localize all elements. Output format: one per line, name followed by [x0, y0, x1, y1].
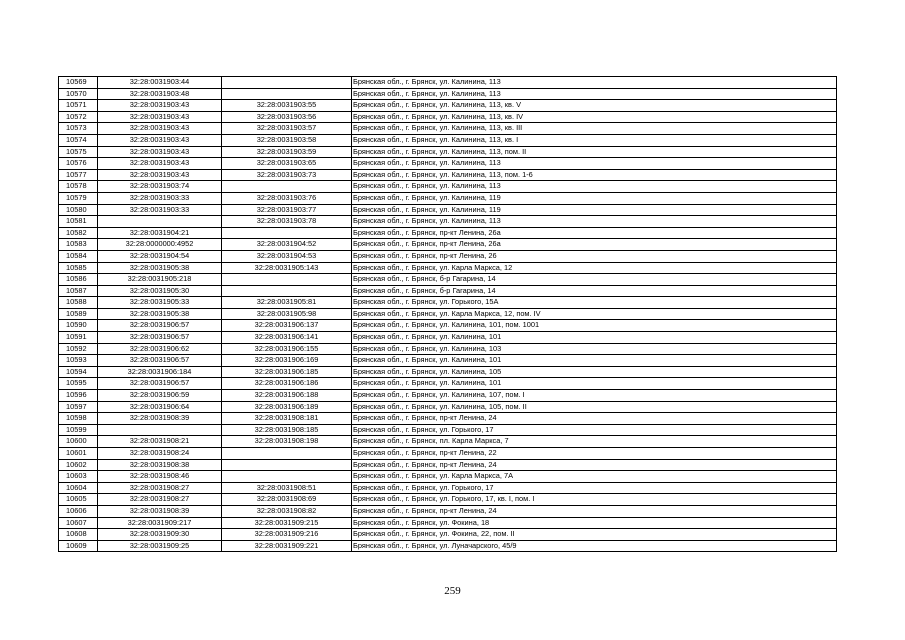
table-row — [59, 123, 837, 135]
row-number-cell: 10607 — [59, 517, 98, 529]
cadastral-number-cell: 32:28:0031903:76 — [222, 192, 352, 204]
parent-cadastral-number-cell: 32:28:0031906:64 — [98, 401, 222, 413]
parent-cadastral-number-cell: 32:28:0031908:27 — [98, 482, 222, 494]
row-number-cell: 10602 — [59, 459, 98, 471]
parent-cadastral-number-cell: 32:28:0031908:21 — [98, 436, 222, 448]
row-number-cell: 10580 — [59, 204, 98, 216]
table-row — [59, 459, 837, 471]
parent-cadastral-number-cell: 32:28:0031908:39 — [98, 413, 222, 425]
row-number-cell: 10592 — [59, 343, 98, 355]
page-number: 259 — [444, 585, 461, 597]
table-row — [59, 88, 837, 100]
table-row — [59, 320, 837, 332]
cadastral-number-cell: 32:28:0031909:215 — [222, 517, 352, 529]
row-number-cell: 10605 — [59, 494, 98, 506]
table-row — [59, 192, 837, 204]
cadastral-number-cell — [222, 88, 352, 100]
row-number-cell: 10594 — [59, 366, 98, 378]
table-row — [59, 332, 837, 344]
address-cell: Брянская обл., г. Брянск, ул. Луначарского, 45/9 — [352, 540, 837, 552]
table-row — [59, 285, 837, 297]
address-cell: Брянская обл., г. Брянск, ул. Калинина, 105 — [352, 366, 837, 378]
row-number-cell: 10573 — [59, 123, 98, 135]
cadastral-number-cell: 32:28:0031908:185 — [222, 424, 352, 436]
row-number-cell: 10588 — [59, 297, 98, 309]
parent-cadastral-number-cell: 32:28:0031903:43 — [98, 146, 222, 158]
cadastral-number-cell: 32:28:0031903:57 — [222, 123, 352, 135]
address-cell: Брянская обл., г. Брянск, пр-кт Ленина, 26а — [352, 239, 837, 251]
row-number-cell: 10576 — [59, 158, 98, 170]
row-number-cell: 10581 — [59, 216, 98, 228]
cadastral-number-cell — [222, 285, 352, 297]
row-number-cell: 10608 — [59, 529, 98, 541]
parent-cadastral-number-cell: 32:28:0031908:46 — [98, 471, 222, 483]
cadastral-number-cell — [222, 471, 352, 483]
address-cell: Брянская обл., г. Брянск, ул. Калинина, 119 — [352, 204, 837, 216]
cadastral-number-cell: 32:28:0031903:55 — [222, 100, 352, 112]
cadastral-number-cell: 32:28:0031905:98 — [222, 308, 352, 320]
address-cell: Брянская обл., г. Брянск, пл. Карла Маркса, 7 — [352, 436, 837, 448]
address-cell: Брянская обл., г. Брянск, ул. Карла Маркса, 12, пом. IV — [352, 308, 837, 320]
row-number-cell: 10600 — [59, 436, 98, 448]
address-cell: Брянская обл., г. Брянск, пр-кт Ленина, 24 — [352, 505, 837, 517]
address-cell: Брянская обл., г. Брянск, ул. Калинина, 113 — [352, 77, 837, 89]
parent-cadastral-number-cell: 32:28:0031905:38 — [98, 262, 222, 274]
cadastral-number-cell — [222, 77, 352, 89]
cadastral-number-cell: 32:28:0031906:155 — [222, 343, 352, 355]
parent-cadastral-number-cell: 32:28:0031906:62 — [98, 343, 222, 355]
address-cell: Брянская обл., г. Брянск, ул. Калинина, 101 — [352, 378, 837, 390]
cadastral-number-cell: 32:28:0031906:141 — [222, 332, 352, 344]
cadastral-number-cell: 32:28:0031903:56 — [222, 111, 352, 123]
table-row — [59, 378, 837, 390]
cadastral-number-cell: 32:28:0031908:82 — [222, 505, 352, 517]
row-number-cell: 10609 — [59, 540, 98, 552]
address-cell: Брянская обл., г. Брянск, ул. Горького, 15А — [352, 297, 837, 309]
cadastral-number-cell — [222, 459, 352, 471]
parent-cadastral-number-cell: 32:28:0031906:57 — [98, 378, 222, 390]
cadastral-number-cell: 32:28:0031908:69 — [222, 494, 352, 506]
table-row — [59, 482, 837, 494]
cadastral-number-cell: 32:28:0031903:65 — [222, 158, 352, 170]
table-row — [59, 297, 837, 309]
address-cell: Брянская обл., г. Брянск, ул. Калинина, 113 — [352, 158, 837, 170]
cadastral-number-cell: 32:28:0031903:58 — [222, 134, 352, 146]
table-row — [59, 181, 837, 193]
address-cell: Брянская обл., г. Брянск, пр-кт Ленина, 24 — [352, 413, 837, 425]
table-row — [59, 262, 837, 274]
row-number-cell: 10574 — [59, 134, 98, 146]
row-number-cell: 10604 — [59, 482, 98, 494]
cadastral-number-cell — [222, 227, 352, 239]
parent-cadastral-number-cell: 32:28:0031906:184 — [98, 366, 222, 378]
table-row — [59, 239, 837, 251]
row-number-cell: 10575 — [59, 146, 98, 158]
parent-cadastral-number-cell: 32:28:0031903:48 — [98, 88, 222, 100]
table-row — [59, 216, 837, 228]
parent-cadastral-number-cell: 32:28:0031909:30 — [98, 529, 222, 541]
row-number-cell: 10584 — [59, 250, 98, 262]
address-cell: Брянская обл., г. Брянск, ул. Калинина, 107, пом. I — [352, 390, 837, 402]
row-number-cell: 10590 — [59, 320, 98, 332]
address-cell: Брянская обл., г. Брянск, ул. Калинина, 113, кв. III — [352, 123, 837, 135]
table-row — [59, 204, 837, 216]
cadastral-number-cell: 32:28:0031904:52 — [222, 239, 352, 251]
address-cell: Брянская обл., г. Брянск, ул. Калинина, 103 — [352, 343, 837, 355]
address-cell: Брянская обл., г. Брянск, пр-кт Ленина, 26а — [352, 227, 837, 239]
table-row — [59, 274, 837, 286]
parent-cadastral-number-cell: 32:28:0031909:25 — [98, 540, 222, 552]
row-number-cell: 10603 — [59, 471, 98, 483]
address-cell: Брянская обл., г. Брянск, пр-кт Ленина, 26 — [352, 250, 837, 262]
table-row — [59, 540, 837, 552]
parent-cadastral-number-cell: 32:28:0031905:33 — [98, 297, 222, 309]
row-number-cell: 10595 — [59, 378, 98, 390]
address-cell: Брянская обл., г. Брянск, ул. Калинина, 101 — [352, 332, 837, 344]
cadastral-number-cell: 32:28:0031904:53 — [222, 250, 352, 262]
parent-cadastral-number-cell: 32:28:0031908:38 — [98, 459, 222, 471]
address-cell: Брянская обл., г. Брянск, ул. Горького, 17, кв. I, пом. I — [352, 494, 837, 506]
address-cell: Брянская обл., г. Брянск, ул. Фокина, 18 — [352, 517, 837, 529]
parent-cadastral-number-cell: 32:28:0000000:4952 — [98, 239, 222, 251]
parent-cadastral-number-cell: 32:28:0031906:59 — [98, 390, 222, 402]
address-cell: Брянская обл., г. Брянск, ул. Калинина, 101, пом. 1001 — [352, 320, 837, 332]
cadastral-number-cell: 32:28:0031906:169 — [222, 355, 352, 367]
table-row — [59, 355, 837, 367]
row-number-cell: 10579 — [59, 192, 98, 204]
cadastral-number-cell: 32:28:0031903:77 — [222, 204, 352, 216]
table-row — [59, 134, 837, 146]
table-row — [59, 401, 837, 413]
table-row — [59, 494, 837, 506]
address-cell: Брянская обл., г. Брянск, ул. Карла Маркса, 12 — [352, 262, 837, 274]
parent-cadastral-number-cell: 32:28:0031905:30 — [98, 285, 222, 297]
row-number-cell: 10569 — [59, 77, 98, 89]
table-row — [59, 471, 837, 483]
parent-cadastral-number-cell: 32:28:0031906:57 — [98, 320, 222, 332]
row-number-cell: 10587 — [59, 285, 98, 297]
address-cell: Брянская обл., г. Брянск, ул. Калинина, 101 — [352, 355, 837, 367]
address-cell: Брянская обл., г. Брянск, ул. Калинина, 113 — [352, 88, 837, 100]
parent-cadastral-number-cell: 32:28:0031903:43 — [98, 100, 222, 112]
row-number-cell: 10585 — [59, 262, 98, 274]
row-number-cell: 10571 — [59, 100, 98, 112]
table-row — [59, 529, 837, 541]
address-cell: Брянская обл., г. Брянск, ул. Фокина, 22, пом. II — [352, 529, 837, 541]
parent-cadastral-number-cell: 32:28:0031908:27 — [98, 494, 222, 506]
table-row — [59, 366, 837, 378]
address-cell: Брянская обл., г. Брянск, пр-кт Ленина, 24 — [352, 459, 837, 471]
cadastral-number-cell: 32:28:0031906:186 — [222, 378, 352, 390]
table-row — [59, 77, 837, 89]
table-row — [59, 158, 837, 170]
address-cell: Брянская обл., г. Брянск, ул. Калинина, 105, пом. II — [352, 401, 837, 413]
cadastral-number-cell — [222, 274, 352, 286]
table-row — [59, 448, 837, 460]
parent-cadastral-number-cell: 32:28:0031909:217 — [98, 517, 222, 529]
parent-cadastral-number-cell: 32:28:0031903:43 — [98, 123, 222, 135]
parent-cadastral-number-cell: 32:28:0031903:74 — [98, 181, 222, 193]
table-row — [59, 250, 837, 262]
row-number-cell: 10596 — [59, 390, 98, 402]
address-cell: Брянская обл., г. Брянск, ул. Карла Маркса, 7А — [352, 471, 837, 483]
row-number-cell: 10597 — [59, 401, 98, 413]
table-row — [59, 390, 837, 402]
table-row — [59, 169, 837, 181]
parent-cadastral-number-cell: 32:28:0031905:38 — [98, 308, 222, 320]
row-number-cell: 10582 — [59, 227, 98, 239]
row-number-cell: 10572 — [59, 111, 98, 123]
address-cell: Брянская обл., г. Брянск, ул. Калинина, 113, пом. 1-6 — [352, 169, 837, 181]
table-row — [59, 100, 837, 112]
table-row — [59, 413, 837, 425]
cadastral-number-cell: 32:28:0031908:51 — [222, 482, 352, 494]
cadastral-number-cell: 32:28:0031906:188 — [222, 390, 352, 402]
row-number-cell: 10593 — [59, 355, 98, 367]
table-row — [59, 436, 837, 448]
cadastral-number-cell: 32:28:0031903:59 — [222, 146, 352, 158]
table-row — [59, 146, 837, 158]
table-row — [59, 343, 837, 355]
parent-cadastral-number-cell: 32:28:0031908:24 — [98, 448, 222, 460]
cadastral-number-cell: 32:28:0031909:216 — [222, 529, 352, 541]
address-cell: Брянская обл., г. Брянск, ул. Калинина, 113, кв. V — [352, 100, 837, 112]
row-number-cell: 10578 — [59, 181, 98, 193]
table-row — [59, 505, 837, 517]
parent-cadastral-number-cell: 32:28:0031908:39 — [98, 505, 222, 517]
row-number-cell: 10606 — [59, 505, 98, 517]
row-number-cell: 10577 — [59, 169, 98, 181]
parent-cadastral-number-cell — [98, 424, 222, 436]
parent-cadastral-number-cell: 32:28:0031903:44 — [98, 77, 222, 89]
cadastral-number-cell: 32:28:0031903:78 — [222, 216, 352, 228]
cadastral-number-cell: 32:28:0031905:143 — [222, 262, 352, 274]
cadastral-number-cell — [222, 448, 352, 460]
address-cell: Брянская обл., г. Брянск, пр-кт Ленина, 22 — [352, 448, 837, 460]
row-number-cell: 10589 — [59, 308, 98, 320]
row-number-cell: 10570 — [59, 88, 98, 100]
table-row — [59, 227, 837, 239]
cadastral-number-cell — [222, 181, 352, 193]
address-cell: Брянская обл., г. Брянск, ул. Горького, 17 — [352, 424, 837, 436]
parent-cadastral-number-cell: 32:28:0031905:218 — [98, 274, 222, 286]
address-cell: Брянская обл., г. Брянск, ул. Горького, 17 — [352, 482, 837, 494]
row-number-cell: 10591 — [59, 332, 98, 344]
cadastral-number-cell: 32:28:0031908:181 — [222, 413, 352, 425]
parent-cadastral-number-cell: 32:28:0031903:43 — [98, 111, 222, 123]
address-cell: Брянская обл., г. Брянск, б-р Гагарина, 14 — [352, 285, 837, 297]
cadastral-number-cell: 32:28:0031903:73 — [222, 169, 352, 181]
table-row — [59, 111, 837, 123]
parent-cadastral-number-cell: 32:28:0031904:21 — [98, 227, 222, 239]
parent-cadastral-number-cell: 32:28:0031906:57 — [98, 355, 222, 367]
row-number-cell: 10599 — [59, 424, 98, 436]
cadastral-number-cell: 32:28:0031909:221 — [222, 540, 352, 552]
parent-cadastral-number-cell: 32:28:0031906:57 — [98, 332, 222, 344]
table-row — [59, 517, 837, 529]
registry-table-body — [59, 77, 837, 552]
parent-cadastral-number-cell: 32:28:0031903:43 — [98, 134, 222, 146]
row-number-cell: 10601 — [59, 448, 98, 460]
address-cell: Брянская обл., г. Брянск, б-р Гагарина, 14 — [352, 274, 837, 286]
cadastral-number-cell: 32:28:0031908:198 — [222, 436, 352, 448]
cadastral-number-cell: 32:28:0031906:189 — [222, 401, 352, 413]
table-row — [59, 308, 837, 320]
row-number-cell: 10586 — [59, 274, 98, 286]
parent-cadastral-number-cell: 32:28:0031903:33 — [98, 192, 222, 204]
registry-table — [58, 76, 837, 552]
address-cell: Брянская обл., г. Брянск, ул. Калинина, 113 — [352, 216, 837, 228]
address-cell: Брянская обл., г. Брянск, ул. Калинина, 113 — [352, 181, 837, 193]
parent-cadastral-number-cell: 32:28:0031903:43 — [98, 158, 222, 170]
parent-cadastral-number-cell: 32:28:0031903:43 — [98, 169, 222, 181]
parent-cadastral-number-cell: 32:28:0031904:54 — [98, 250, 222, 262]
cadastral-number-cell: 32:28:0031906:185 — [222, 366, 352, 378]
parent-cadastral-number-cell — [98, 216, 222, 228]
row-number-cell: 10598 — [59, 413, 98, 425]
address-cell: Брянская обл., г. Брянск, ул. Калинина, 119 — [352, 192, 837, 204]
address-cell: Брянская обл., г. Брянск, ул. Калинина, 113, кв. I — [352, 134, 837, 146]
address-cell: Брянская обл., г. Брянск, ул. Калинина, 113, кв. IV — [352, 111, 837, 123]
address-cell: Брянская обл., г. Брянск, ул. Калинина, 113, пом. II — [352, 146, 837, 158]
table-row — [59, 424, 837, 436]
cadastral-number-cell: 32:28:0031905:81 — [222, 297, 352, 309]
row-number-cell: 10583 — [59, 239, 98, 251]
parent-cadastral-number-cell: 32:28:0031903:33 — [98, 204, 222, 216]
cadastral-number-cell: 32:28:0031906:137 — [222, 320, 352, 332]
